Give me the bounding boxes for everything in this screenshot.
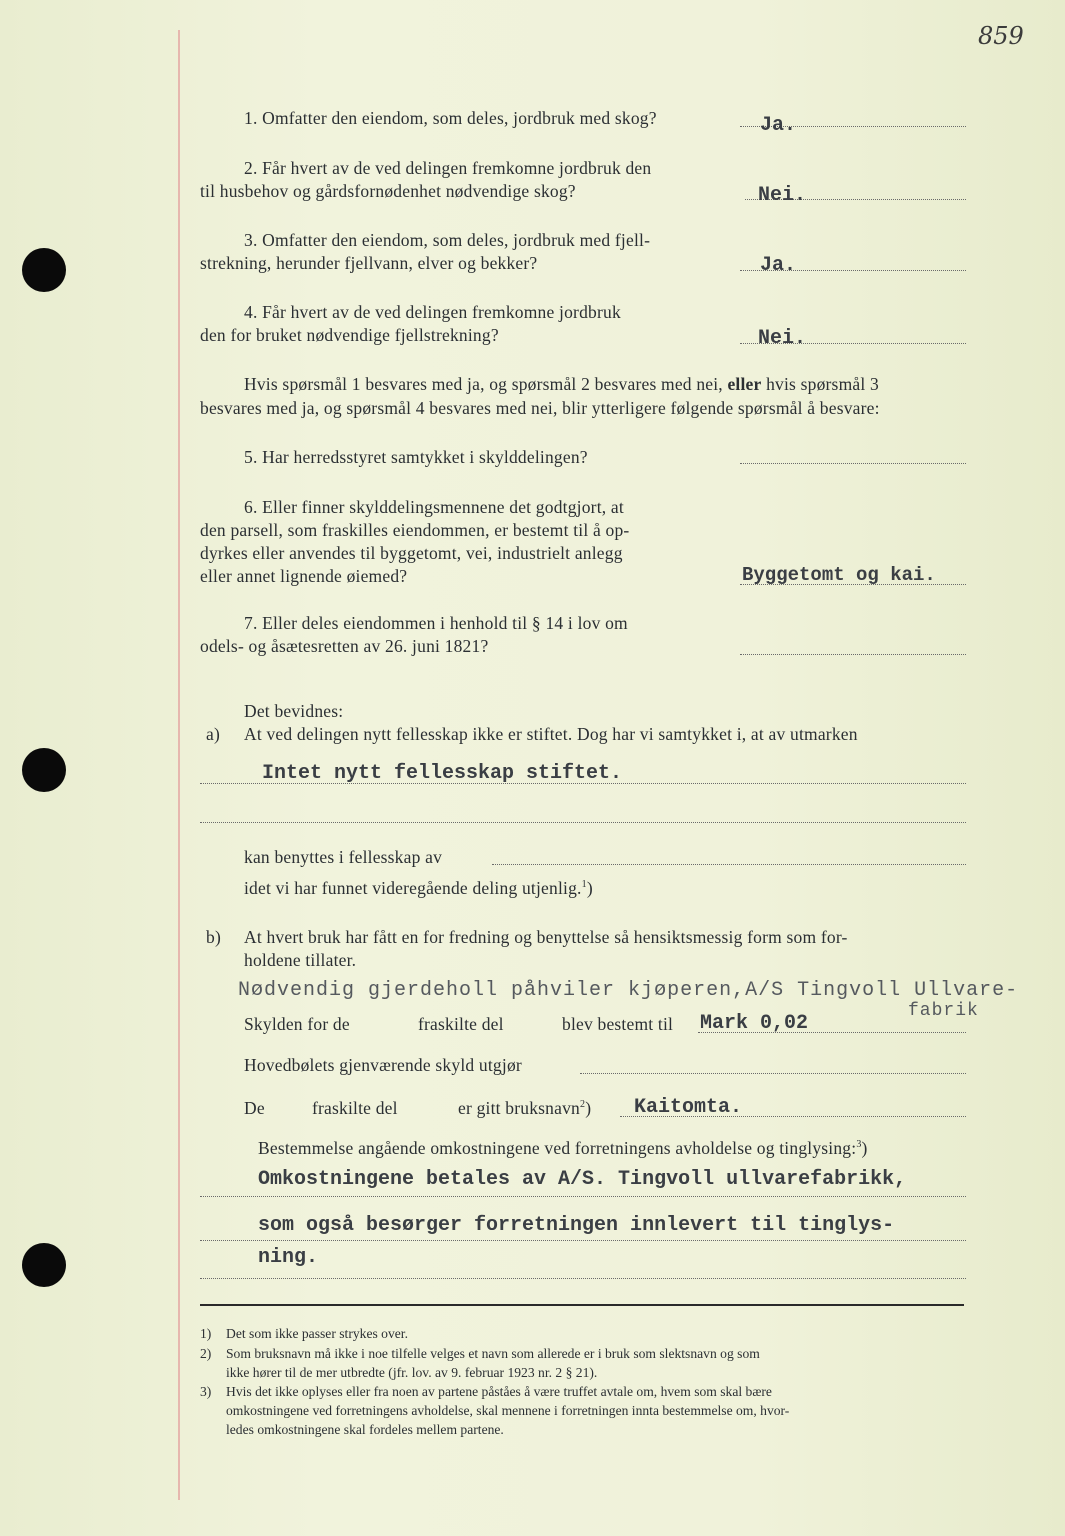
footnote-divider [200,1304,964,1306]
question-4-answer: Nei. [758,327,807,350]
bruksnavn-label: er gitt bruksnavn$^2$) [458,1098,592,1118]
footnote-2-mark: 2) [200,1346,212,1361]
section-b-answer-cont: fabrik [908,1001,979,1021]
punch-hole [22,248,66,292]
footnote-2-text-1: Som bruksnavn må ikke i noe tilfelle velges et navn som allerede er i bruk som slektsnavn og som [226,1346,760,1361]
answer-line [200,1196,966,1197]
answer-line [200,822,966,823]
footnote-3-text-1: Hvis det ikke oplyses eller fra noen av partene påståes å være truffet avtale om, hvem som skal bære [226,1384,772,1399]
question-6-line1: 6. Eller finner skylddelingsmennene det godtgjort, at [244,497,624,517]
question-2-answer: Nei. [758,184,807,207]
skyld-label: Skylden for de [244,1014,350,1034]
question-2-line1: 2. Får hvert av de ved delingen fremkomne jordbruk den [244,158,652,178]
bevidnes-heading: Det bevidnes: [244,701,344,721]
question-6-line4: eller annet lignende øiemed? [200,566,408,586]
instruction-bold: eller [727,374,762,394]
question-3-line2: strekning, herunder fjellvann, elver og bekker? [200,253,538,273]
instruction-text: Hvis spørsmål 1 besvares med ja, og spørsmål 2 besvares med nei, [244,374,728,394]
bestemmelse-answer-2: som også besørger forretningen innlevert til tinglys- [258,1214,895,1237]
section-b-label: b) [206,927,221,947]
footnote-3-mark: 3) [200,1384,212,1399]
question-3-line1: 3. Omfatter den eiendom, som deles, jordbruk med fjell- [244,230,651,250]
bruksnavn-answer: Kaitomta. [634,1096,743,1119]
answer-line [200,1240,966,1241]
question-3-answer: Ja. [760,254,797,277]
question-2-line2: til husbehov og gårdsfornødenhet nødvendige skog? [200,181,576,201]
section-a-label: a) [206,724,220,744]
margin-line [178,30,180,1500]
skyld-answer: Mark 0,02 [700,1012,809,1035]
section-a-text: At ved delingen nytt fellesskap ikke er stiftet. Dog har vi samtykket i, at av utmarken [244,724,858,744]
section-b-answer: Nødvendig gjerdeholl påhviler kjøperen,A/S Tingvoll Ullvare- [238,979,1019,1002]
question-4-line1: 4. Får hvert av de ved delingen fremkomne jordbruk [244,302,621,322]
answer-line [740,463,966,464]
question-1-line1: 1. Omfatter den eiendom, som deles, jordbruk med skog? [244,108,657,128]
skyld-bestemt: blev bestemt til [562,1014,674,1034]
question-7-line2: odels- og åsætesretten av 26. juni 1821? [200,636,489,656]
instruction-line1 [244,374,879,395]
question-1-answer: Ja. [760,114,797,137]
footnote-3-text-2: omkostningene ved forretningens avholdelse, skal mennene i forretningen innta bestemmelse om, hvor- [226,1403,790,1418]
bestemmelse-text: Bestemmelse angående omkostningene ved forretningens avholdelse og tinglysing: [258,1138,857,1158]
skyld-fraskilte: fraskilte del [418,1014,504,1034]
hovedbol-label: Hovedbølets gjenværende skyld utgjør [244,1055,522,1075]
bestemmelse-answer-1: Omkostningene betales av A/S. Tingvoll ullvarefabrikk, [258,1168,907,1191]
question-6-line3: dyrkes eller anvendes til byggetomt, vei, industrielt anlegg [200,543,623,563]
footnote-1-text: Det som ikke passer strykes over. [226,1326,408,1341]
section-a-line3-text: idet vi har funnet videregående deling utjenlig. [244,878,582,898]
footnote-2-text-2: ikke hører til de mer utbredte (jfr. lov. av 9. februar 1923 nr. 2 § 21). [226,1365,598,1380]
bestemmelse-answer-3: ning. [258,1246,319,1269]
page-number: 859 [978,22,1024,50]
section-a-answer: Intet nytt fellesskap stiftet. [262,762,623,785]
question-6-answer: Byggetomt og kai. [742,564,936,586]
footnote-1-mark: 1) [200,1326,212,1341]
answer-line [492,864,966,865]
bruksnavn-fraskilte: fraskilte del [312,1098,398,1118]
section-a-line2: kan benyttes i fellesskap av [244,847,443,867]
question-6-line2: den parsell, som fraskilles eiendommen, er bestemt til å op- [200,520,630,540]
punch-hole [22,748,66,792]
section-a-line3: idet vi har funnet videregående deling utjenlig.$^1$) [244,878,593,898]
section-b-text1: At hvert bruk har fått en for fredning og benyttelse så hensiktsmessig form som for- [244,927,848,947]
instruction-line2: besvares med ja, og spørsmål 4 besvares med nei, blir ytterligere følgende spørsmål å besvare: [200,398,880,418]
answer-line [200,1278,966,1279]
footnote-3-text-3: ledes omkostningene skal fordeles mellem partene. [226,1422,504,1437]
punch-hole [22,1243,66,1287]
question-4-line2: den for bruket nødvendige fjellstrekning? [200,325,499,345]
bruksnavn-label-text: er gitt bruksnavn [458,1098,580,1118]
question-7-line1: 7. Eller deles eiendommen i henhold til § 14 i lov om [244,613,628,633]
bestemmelse-label: Bestemmelse angående omkostningene ved forretningens avholdelse og tinglysing:$^3$) [258,1138,868,1158]
instruction-text: hvis spørsmål 3 [761,374,879,394]
bruksnavn-de: De [244,1098,265,1118]
question-5: 5. Har herredsstyret samtykket i skylddelingen? [244,447,588,467]
section-b-text2: holdene tillater. [244,950,357,970]
answer-line [740,654,966,655]
answer-line [580,1073,966,1074]
